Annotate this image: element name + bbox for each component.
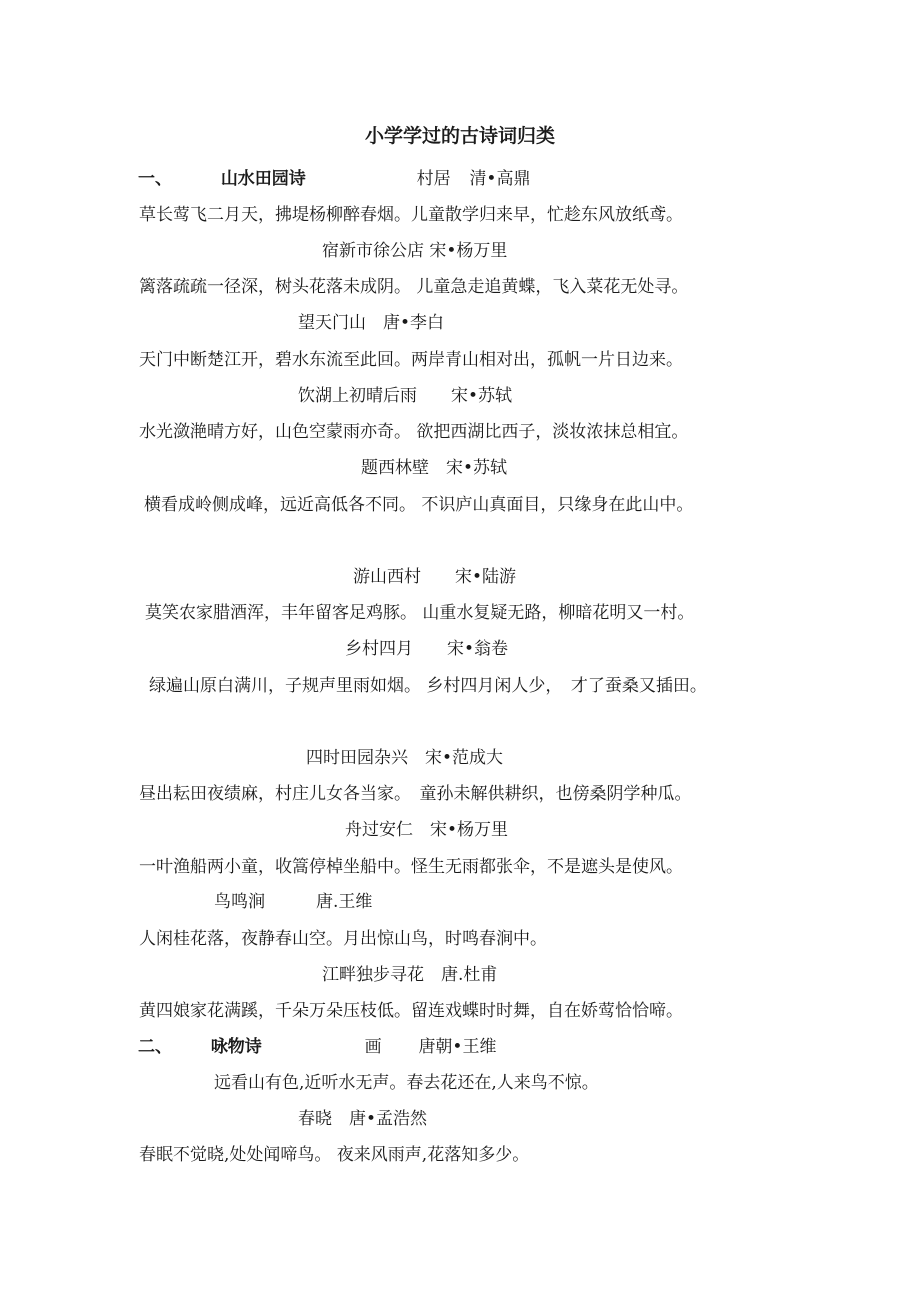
poem-verse: 一叶渔船两小童，收篙停棹坐船中。怪生无雨都张伞，不是遮头是使风。 — [139, 857, 683, 877]
poem-verse: 黄四娘家花满蹊，千朵万朵压枝低。留连戏蝶时时舞，自在娇莺恰恰啼。 — [139, 1001, 683, 1021]
document-title: 小学学过的古诗词归类 — [364, 125, 555, 147]
poem-verse: 人闲桂花落，夜静春山空。月出惊山鸟，时鸣春涧中。 — [139, 929, 547, 949]
poem-verse: 横看成岭侧成峰，远近高低各不同。 不识庐山真面目，只缘身在此山中。 — [144, 495, 694, 515]
poem-heading: 宿新市徐公店 宋•杨万里 — [322, 241, 508, 261]
poem-heading: 四时田园杂兴 宋•范成大 — [306, 748, 504, 768]
poem-verse: 莫笑农家腊酒浑，丰年留客足鸡豚。 山重水复疑无路，柳暗花明又一村。 — [145, 603, 695, 623]
section-name: 山水田园诗 — [220, 169, 306, 189]
section-heading — [138, 167, 530, 191]
poem-heading: 鸟鸣涧 唐.王维 — [214, 892, 373, 912]
poem-heading: 题西林壁 宋•苏轼 — [361, 458, 508, 478]
poem-verse: 昼出耘田夜绩麻，村庄儿女各当家。 童孙未解供耕织，也傍桑阴学种瓜。 — [139, 784, 692, 804]
poem-author: 清•高鼎 — [469, 169, 531, 189]
section-number: 一、 — [138, 169, 172, 189]
poem-heading: 乡村四月 宋•翁卷 — [345, 639, 509, 659]
poem-verse: 草长莺飞二月天，拂堤杨柳醉春烟。儿童散学归来早，忙趁东风放纸鸢。 — [139, 205, 683, 225]
poem-heading: 饮湖上初晴后雨 宋•苏轼 — [298, 386, 513, 406]
section-number: 二、 — [138, 1037, 172, 1057]
poem-verse: 天门中断楚江开，碧水东流至此回。两岸青山相对出，孤帆一片日边来。 — [139, 350, 683, 370]
poem-title: 村居 — [416, 169, 451, 189]
poem-heading: 望天门山 唐•李白 — [298, 313, 445, 333]
poem-title: 画 — [364, 1037, 382, 1057]
poem-verse: 水光潋滟晴方好，山色空蒙雨亦奇。 欲把西湖比西子，淡妆浓抹总相宜。 — [139, 422, 689, 442]
poem-verse: 远看山有色,近听水无声。春去花还在,人来鸟不惊。 — [214, 1073, 599, 1093]
poem-verse: 篱落疏疏一径深，树头花落未成阴。 儿童急走追黄蝶，飞入菜花无处寻。 — [139, 277, 689, 297]
poem-heading: 春晓 唐•孟浩然 — [298, 1109, 428, 1129]
poem-heading: 舟过安仁 宋•杨万里 — [345, 820, 509, 840]
poem-heading: 游山西村 宋•陆游 — [353, 567, 517, 587]
section-heading — [138, 1035, 496, 1059]
poem-heading: 江畔独步寻花 唐.杜甫 — [322, 965, 498, 985]
poem-verse: 绿遍山原白满川，子规声里雨如烟。 乡村四月闲人少， 才了蚕桑又插田。 — [149, 676, 707, 696]
poem-verse: 春眠不觉晓,处处闻啼鸟。 夜来风雨声,花落知多少。 — [139, 1145, 530, 1165]
section-name: 咏物诗 — [210, 1037, 262, 1057]
poem-author: 唐朝•王维 — [418, 1037, 497, 1057]
